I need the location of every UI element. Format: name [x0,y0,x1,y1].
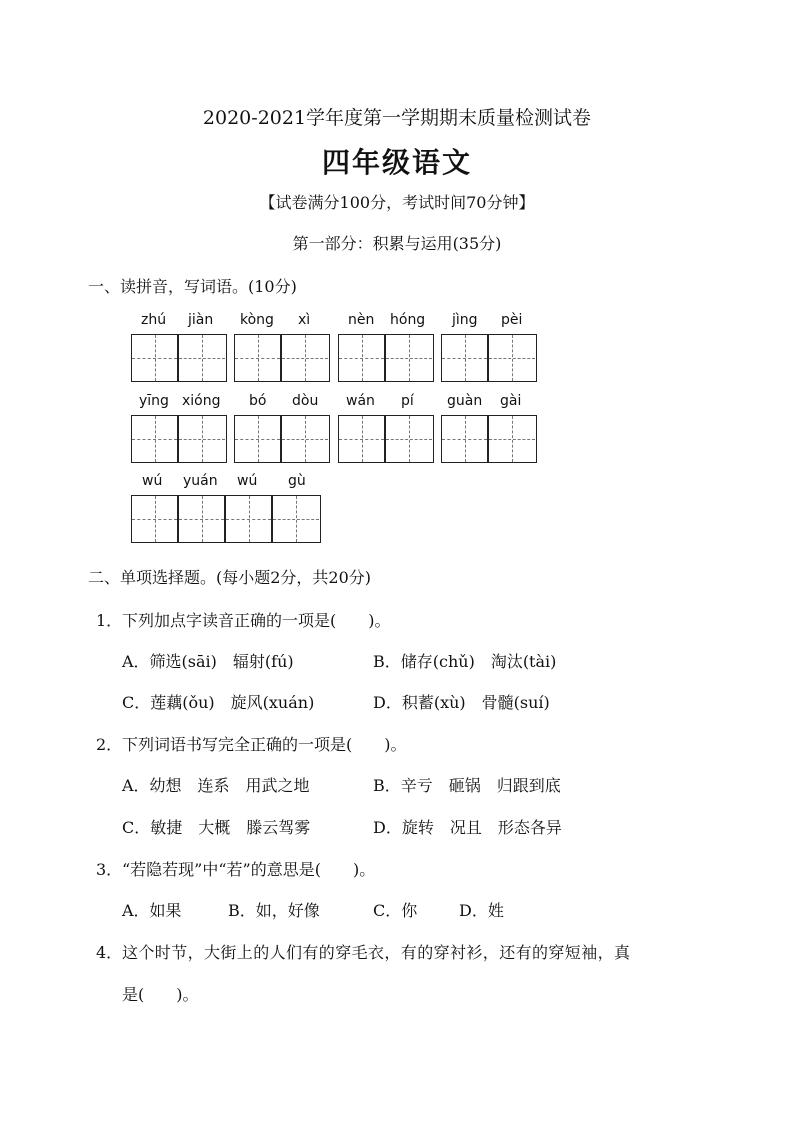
word-item [131,473,321,543]
pinyin-syllable: wú [237,473,258,489]
option-c[interactable]: C．莲藕(ǒu) 旋风(xuán) [122,693,315,712]
option-d[interactable]: D．姓 [459,901,504,920]
pinyin-syllable: yīng [139,393,169,409]
pinyin-syllable: gù [288,473,306,489]
option-a[interactable]: A．筛选(sāi) 辐射(fú) [122,652,294,671]
pinyin-syllable: zhú [141,312,167,328]
option-d[interactable]: D．旋转 况且 形态各异 [373,818,562,837]
option-c[interactable]: C．敏捷 大概 滕云驾雾 [122,818,311,837]
answer-box[interactable] [441,334,537,382]
pinyin-syllable: dòu [292,393,319,409]
word-item [234,393,330,463]
option-b[interactable]: B．辛亏 砸锅 归跟到底 [373,776,561,795]
word-item [441,393,537,463]
pinyin-syllable: pèi [501,312,523,328]
answer-box[interactable] [131,495,321,543]
question-stem: 下列加点字读音正确的一项是( )。 [122,611,391,630]
word-item [131,312,227,382]
answer-box[interactable] [338,334,434,382]
exam-note: 【试卷满分100分，考试时间70分钟】 [259,193,535,212]
pinyin-syllable: nèn [348,312,375,328]
pinyin-syllable: wán [346,393,375,409]
section2-heading: 二、单项选择题。(每小题2分，共20分) [88,568,372,587]
pinyin-syllable: hóng [390,312,426,328]
answer-box[interactable] [131,415,227,463]
word-item [338,393,434,463]
question-number: 3． [96,860,123,879]
question-number: 1． [96,611,123,630]
pinyin-syllable: pí [401,393,414,409]
option-b[interactable]: B．如，好像 [228,901,320,920]
pinyin-syllable: jiàn [188,312,214,328]
answer-box[interactable] [234,334,330,382]
option-a[interactable]: A．幼想 连系 用武之地 [122,776,310,795]
question-stem: 这个时节，大街上的人们有的穿毛衣，有的穿衬衫，还有的穿短袖，真 [122,943,631,962]
part-heading: 第一部分：积累与运用(35分) [292,234,502,253]
answer-box[interactable] [441,415,537,463]
question-stem-continued: 是( )。 [122,985,199,1004]
pinyin-syllable: guàn [447,393,483,409]
word-item [441,312,537,382]
pinyin-syllable: bó [249,393,267,409]
pinyin-syllable: yuán [183,473,218,489]
option-d[interactable]: D．积蓄(xù) 骨髓(suí) [373,693,550,712]
pinyin-syllable: xióng [182,393,221,409]
pinyin-syllable: kòng [240,312,274,328]
word-item [131,393,227,463]
section1-heading: 一、读拼音，写词语。(10分) [88,277,297,296]
answer-box[interactable] [338,415,434,463]
answer-box[interactable] [234,415,330,463]
pinyin-syllable: gài [500,393,522,409]
option-b[interactable]: B．储存(chǔ) 淘汰(tài) [373,652,557,671]
answer-box[interactable] [131,334,227,382]
word-item [234,312,330,382]
pinyin-syllable: wú [142,473,163,489]
question-stem: “若隐若现”中“若”的意思是( )。 [122,860,376,879]
exam-subtitle: 2020-2021学年度第一学期期末质量检测试卷 [202,107,592,129]
question-stem: 下列词语书写完全正确的一项是( )。 [122,735,407,754]
question-number: 4． [96,943,123,962]
option-c[interactable]: C．你 [373,901,418,920]
exam-title: 四年级语文 [321,146,472,179]
pinyin-syllable: xì [298,312,311,328]
question-number: 2． [96,735,123,754]
option-a[interactable]: A．如果 [122,901,182,920]
pinyin-syllable: jìng [452,312,478,328]
word-item [338,312,434,382]
